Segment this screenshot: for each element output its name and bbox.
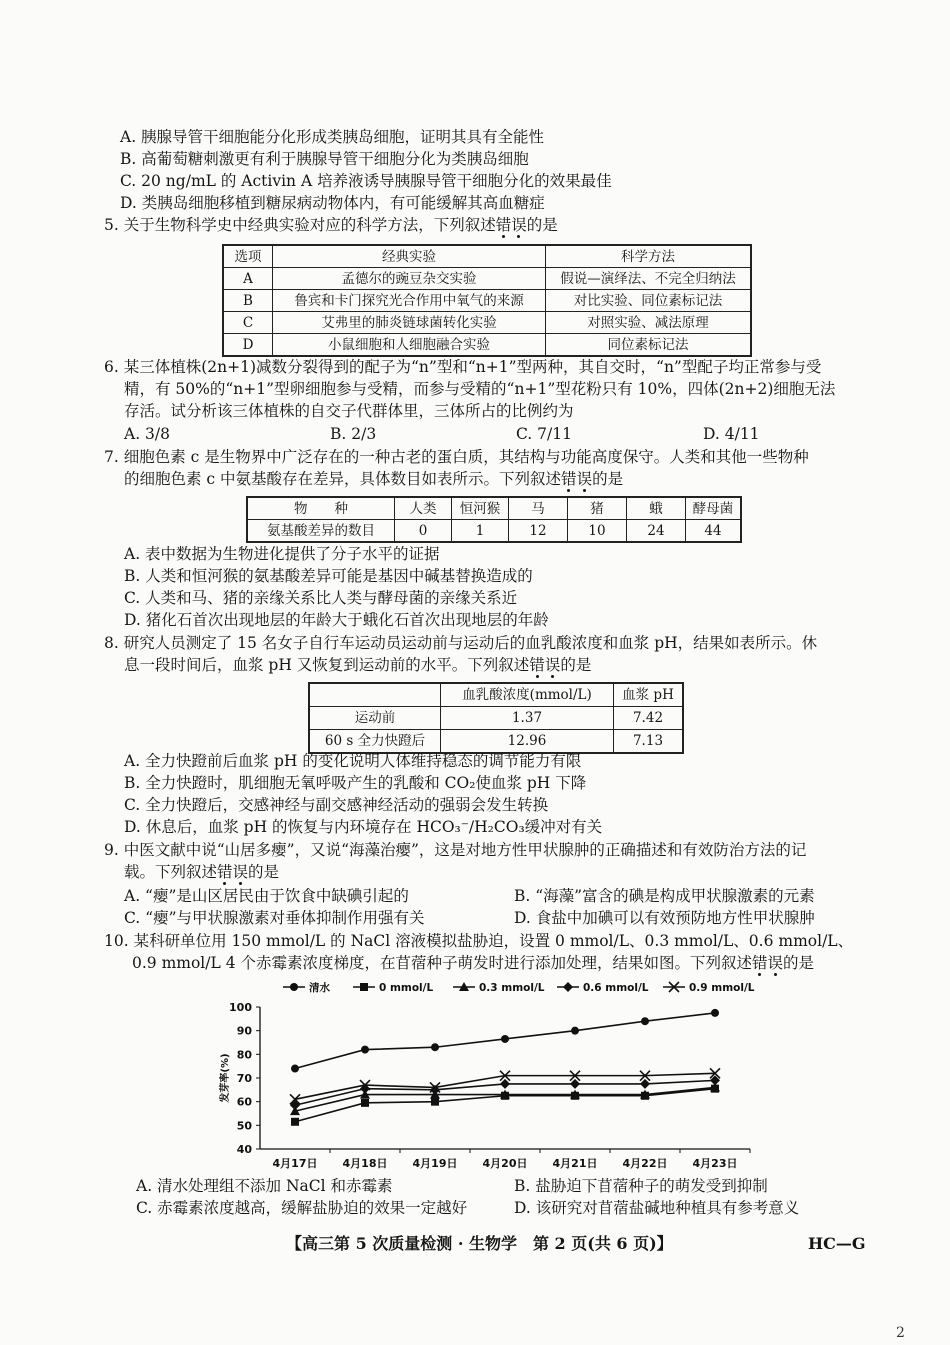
data-point-0-4 <box>571 1027 579 1035</box>
q8-header-lactate: 血乳酸浓度(mmol/L) <box>441 683 614 707</box>
q8-option-d: D. 休息后，血浆 pH 的恢复与内环境存在 HCO₃⁻/H₂CO₃缓冲对有关 <box>124 818 603 836</box>
x-tick-label: 4月18日 <box>342 1157 388 1170</box>
legend-label: 0.9 mmol/L <box>689 982 755 994</box>
legend-marker <box>290 983 298 991</box>
data-point-3-4 <box>570 1079 580 1089</box>
y-tick-label: 80 <box>236 1048 252 1062</box>
q9-option-a: A. “瘿”是山区居民由于饮食中缺碘引起的 <box>124 887 409 905</box>
q8-cell: 7.42 <box>614 707 684 730</box>
x-tick-label: 4月22日 <box>622 1157 668 1170</box>
q5-cell: 小鼠细胞和人细胞融合实验 <box>273 334 546 357</box>
q7-species-label: 物 种 <box>247 497 395 520</box>
q7-option-a: A. 表中数据为生物进化提供了分子水平的证据 <box>124 545 440 563</box>
legend-label: 0 mmol/L <box>379 982 434 994</box>
y-tick-label: 100 <box>229 1001 252 1014</box>
q8-option-a: A. 全力快蹬前后血浆 pH 的变化说明人体维持稳态的调节能力有限 <box>124 752 582 770</box>
q6-option-b: B. 2/3 <box>330 425 377 443</box>
q7-option-c: C. 人类和马、猪的亲缘关系比人类与酵母菌的亲缘关系近 <box>124 589 518 607</box>
y-tick-label: 90 <box>236 1024 252 1038</box>
page-corner-number: 2 <box>896 1325 905 1341</box>
q5-cell: 假说—演绎法、不完全归纳法 <box>546 268 752 290</box>
q10-option-d: D. 该研究对苜蓿盐碱地种植具有参考意义 <box>514 1199 800 1217</box>
data-point-1-0 <box>291 1118 299 1126</box>
q6-option-d: D. 4/11 <box>703 425 760 443</box>
q5-stem: 5. 关于生物科学史中经典实验对应的科学方法，下列叙述错误的是 <box>104 216 558 234</box>
q7-species: 恒河猴 <box>452 497 509 520</box>
q9-option-b: B. “海藻”富含的碘是构成甲状腺激素的元素 <box>514 887 815 905</box>
q8-cell: 60 s 全力快蹬后 <box>309 730 441 754</box>
data-point-0-0 <box>291 1065 299 1073</box>
q7-stem-line1: 7. 细胞色素 c 是生物界中广泛存在的一种古老的蛋白质，其结构与功能高度保守。人类和其他一些物种 <box>104 448 809 466</box>
page-footer: 【高三第 5 次质量检测 · 生物学 第 2 页(共 6 页)】 <box>286 1234 673 1253</box>
q5-cell: 艾弗里的肺炎链球菌转化实验 <box>273 312 546 334</box>
q9-stem-line2: 载。下列叙述错误的是 <box>124 863 280 881</box>
q7-species: 人类 <box>395 497 452 520</box>
q5-cell: 同位素标记法 <box>546 334 752 357</box>
q6-option-c: C. 7/11 <box>516 425 572 443</box>
q8-table <box>308 682 684 754</box>
q8-stem-line2: 息一段时间后，血浆 pH 又恢复到运动前的水平。下列叙述错误的是 <box>124 656 592 674</box>
q4-option-a: A. 胰腺导管干细胞能分化形成类胰岛细胞，证明其具有全能性 <box>120 128 545 146</box>
q7-stem-line2: 的细胞色素 c 中氨基酸存在差异，具体数目如表所示。下列叙述错误的是 <box>124 470 624 488</box>
q5-cell: B <box>223 290 273 312</box>
q7-species: 酵母菌 <box>686 497 742 520</box>
q5-cell: A <box>223 268 273 290</box>
q8-cell: 运动前 <box>309 707 441 730</box>
q10-stem-line1: 10. 某科研单位用 150 mmol/L 的 NaCl 溶液模拟盐胁迫，设置 0 mmol/L、0.3 mmol/L、0.6 mmol/L、 <box>104 932 854 950</box>
q6-stem-line2: 精，有 50%的“n+1”型卵细胞参与受精，而参与受精的“n+1”型花粉只有 10%，四体(2n+2)细胞无法 <box>124 380 836 398</box>
q8-cell: 12.96 <box>441 730 614 754</box>
q8-option-b: B. 全力快蹬时，肌细胞无氧呼吸产生的乳酸和 CO₂使血浆 pH 下降 <box>124 774 587 792</box>
q5-table <box>222 244 752 357</box>
q7-table <box>246 496 742 543</box>
q7-diff: 24 <box>627 520 686 543</box>
data-point-3-3 <box>500 1079 510 1089</box>
data-point-1-2 <box>431 1098 439 1106</box>
q5-header-experiment: 经典实验 <box>273 245 546 268</box>
paper-code: HC—G <box>808 1234 866 1253</box>
y-tick-label: 70 <box>236 1072 252 1085</box>
data-point-0-5 <box>641 1017 649 1025</box>
y-tick-label: 60 <box>236 1095 252 1109</box>
x-tick-label: 4月17日 <box>272 1157 318 1170</box>
q7-option-b: B. 人类和恒河猴的氨基酸差异可能是基因中碱基替换造成的 <box>124 567 533 585</box>
y-tick-label: 50 <box>236 1119 252 1133</box>
legend-label: 0.6 mmol/L <box>583 982 649 994</box>
q5-cell: 对比实验、同位素标记法 <box>546 290 752 312</box>
data-point-0-1 <box>361 1046 369 1054</box>
q7-species: 猪 <box>568 497 627 520</box>
q7-species: 马 <box>509 497 568 520</box>
q6-stem-line3: 存活。试分析该三体植株的自交子代群体里，三体所占的比例约为 <box>124 402 574 420</box>
x-tick-label: 4月19日 <box>412 1157 458 1170</box>
q10-option-a: A. 清水处理组不添加 NaCl 和赤霉素 <box>136 1177 393 1195</box>
germination-line-chart <box>205 975 765 1173</box>
q7-option-d: D. 猪化石首次出现地层的年龄大于蛾化石首次出现地层的年龄 <box>124 611 549 629</box>
q9-option-d: D. 食盐中加碘可以有效预防地方性甲状腺肿 <box>514 909 815 927</box>
x-tick-label: 4月20日 <box>482 1157 528 1170</box>
q6-option-a: A. 3/8 <box>124 425 170 443</box>
q7-diff: 1 <box>452 520 509 543</box>
q4-option-d: D. 类胰岛细胞移植到糖尿病动物体内，有可能缓解其高血糖症 <box>120 194 545 212</box>
q5-header-option: 选项 <box>223 245 273 268</box>
data-point-0-6 <box>711 1009 719 1017</box>
q6-stem-line1: 6. 某三体植株(2n+1)减数分裂得到的配子为“n”型和“n+1”型两种，其自交时，“n”型配子均正常参与受 <box>104 358 822 376</box>
legend-marker <box>563 982 573 992</box>
legend-label: 清水 <box>309 982 330 994</box>
q5-cell: 鲁宾和卡门探究光合作用中氧气的来源 <box>273 290 546 312</box>
q7-diff-label: 氨基酸差异的数目 <box>247 520 395 543</box>
q4-option-b: B. 高葡萄糖刺激更有利于胰腺导管干细胞分化为类胰岛细胞 <box>120 150 529 168</box>
q7-diff: 0 <box>395 520 452 543</box>
q10-option-b: B. 盐胁迫下苜蓿种子的萌发受到抑制 <box>514 1177 768 1195</box>
q7-diff: 12 <box>509 520 568 543</box>
data-point-3-5 <box>640 1079 650 1089</box>
q7-diff: 44 <box>686 520 742 543</box>
q8-cell: 1.37 <box>441 707 614 730</box>
q5-header-method: 科学方法 <box>546 245 752 268</box>
q8-cell: 7.13 <box>614 730 684 754</box>
q8-stem-line1: 8. 研究人员测定了 15 名女子自行车运动员运动前与运动后的血乳酸浓度和血浆 pH，结果如表所示。休 <box>104 634 818 652</box>
x-tick-label: 4月23日 <box>692 1157 738 1170</box>
q5-cell: 对照实验、减法原理 <box>546 312 752 334</box>
x-tick-label: 4月21日 <box>552 1157 598 1170</box>
q5-cell: C <box>223 312 273 334</box>
data-point-0-3 <box>501 1035 509 1043</box>
y-tick-label: 40 <box>236 1143 252 1156</box>
q10-option-c: C. 赤霉素浓度越高，缓解盐胁迫的效果一定越好 <box>136 1199 468 1217</box>
q5-cell: 孟德尔的豌豆杂交实验 <box>273 268 546 290</box>
data-point-0-2 <box>431 1043 439 1051</box>
q7-species: 蛾 <box>627 497 686 520</box>
legend-label: 0.3 mmol/L <box>479 982 545 994</box>
y-axis-label: 发芽率(%) <box>220 1053 231 1103</box>
q8-option-c: C. 全力快蹬后，交感神经与副交感神经活动的强弱会发生转换 <box>124 796 549 814</box>
q9-option-c: C. “瘿”与甲状腺激素对垂体抑制作用强有关 <box>124 909 425 927</box>
data-point-1-1 <box>361 1099 369 1107</box>
q10-stem-line2: 0.9 mmol/L 4 个赤霉素浓度梯度，在苜蓿种子萌发时进行添加处理，结果如图。下列叙述错误的是 <box>132 954 815 972</box>
q7-diff: 10 <box>568 520 627 543</box>
q9-stem-line1: 9. 中医文献中说“山居多瘿”，又说“海藻治瘿”，这是对地方性甲状腺肿的正确描述和有效防治方法的记 <box>104 841 807 859</box>
legend-marker <box>360 983 368 991</box>
q4-option-c: C. 20 ng/mL 的 Activin A 培养液诱导胰腺导管干细胞分化的效果最佳 <box>120 172 612 190</box>
q8-header-ph: 血浆 pH <box>614 683 684 707</box>
q5-cell: D <box>223 334 273 357</box>
q8-header-blank <box>309 683 441 707</box>
